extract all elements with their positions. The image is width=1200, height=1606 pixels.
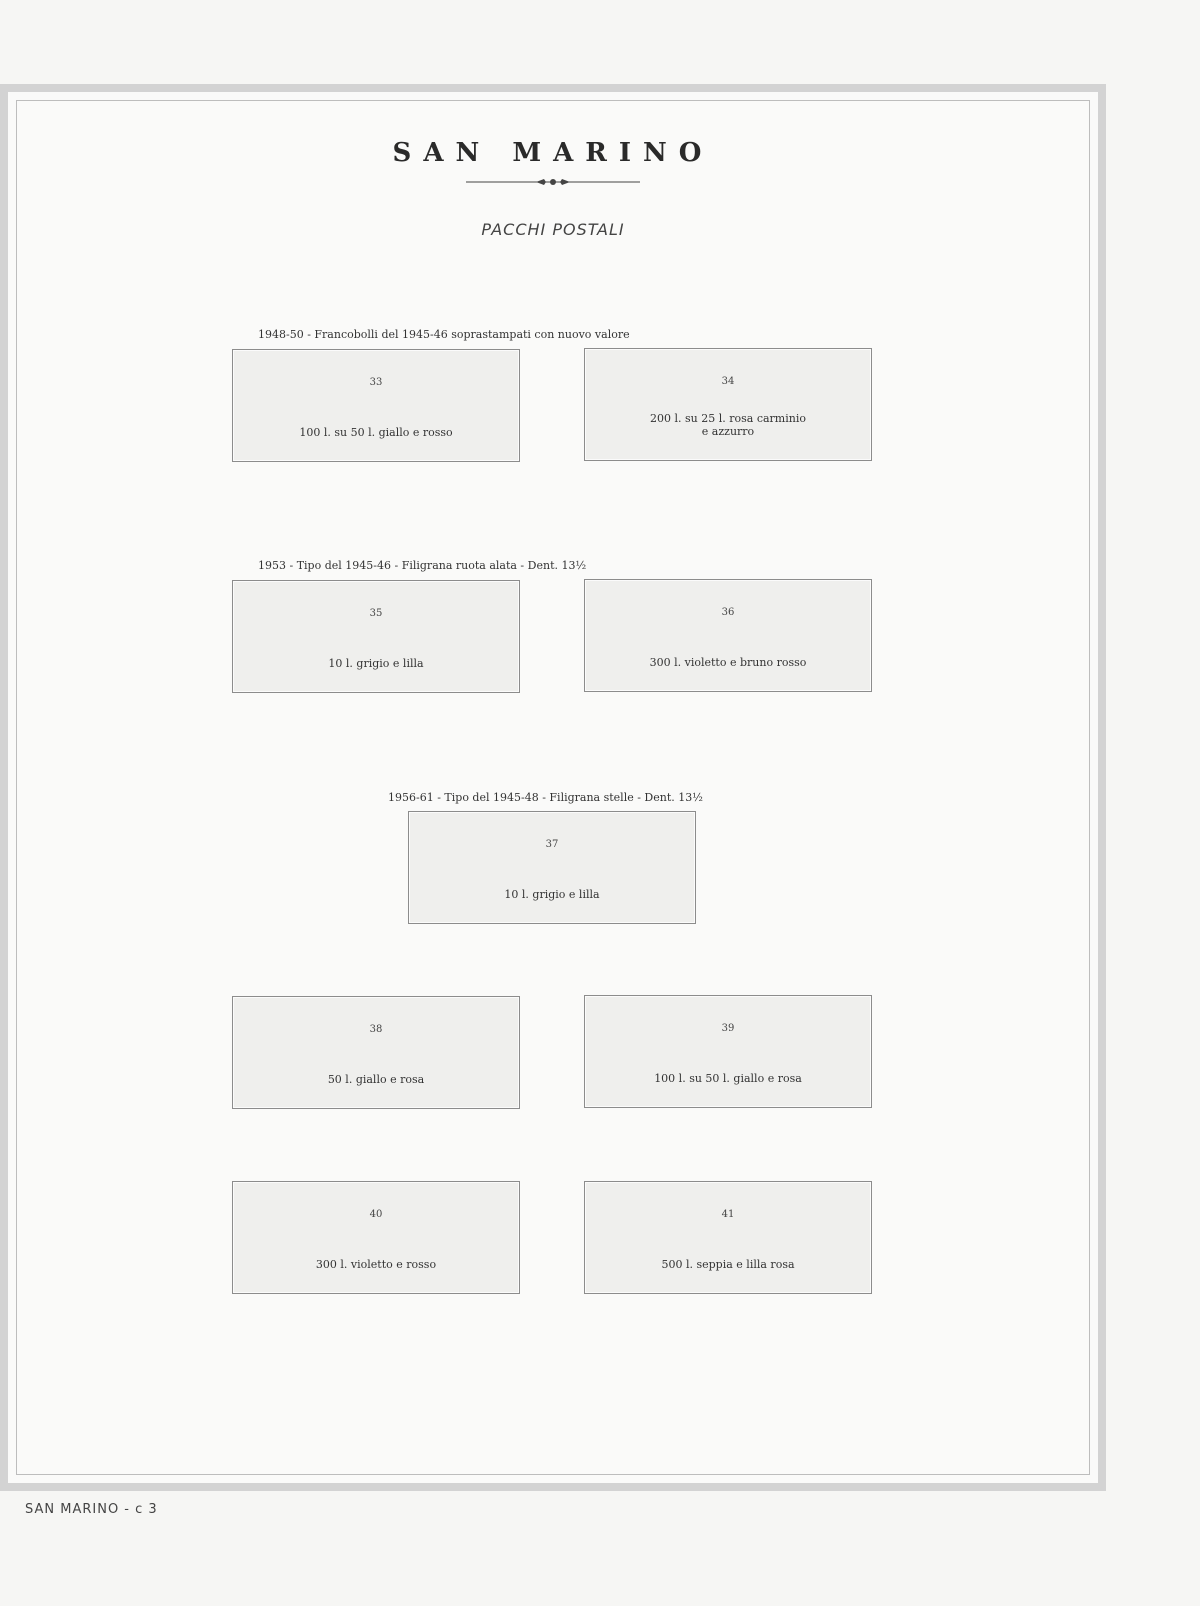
stamp-mount: [232, 580, 520, 693]
stamp-description: 300 l. violetto e bruno rosso: [649, 656, 807, 669]
stamp-number: 35: [369, 608, 383, 619]
stamp-description: 100 l. su 50 l. giallo e rosa: [654, 1072, 802, 1085]
stamp-number: 36: [721, 607, 735, 618]
stamp-mount: [232, 1181, 520, 1294]
stamp-description: 10 l. grigio e lilla: [504, 888, 600, 901]
stamp-number: 40: [369, 1209, 383, 1220]
stamp-number: 39: [721, 1023, 735, 1034]
stamp-number: 33: [369, 377, 383, 388]
stamp-mount: [408, 811, 696, 924]
page-footer: SAN MARINO - c 3: [25, 1502, 158, 1517]
stamp-mount: [584, 1181, 872, 1294]
stamp-mount: [584, 579, 872, 692]
section-caption: 1948-50 - Francobolli del 1945-46 soprastampati con nuovo valore: [258, 328, 630, 341]
stamp-description-line2: e azzurro: [701, 425, 755, 438]
stamp-number: 34: [721, 376, 735, 387]
stamp-mount: [584, 348, 872, 461]
section-caption: 1956-61 - Tipo del 1945-48 - Filigrana stelle - Dent. 13½: [388, 791, 703, 804]
stamp-description: 200 l. su 25 l. rosa carminio: [650, 412, 806, 425]
stamp-number: 41: [721, 1209, 735, 1220]
stamp-description: 10 l. grigio e lilla: [328, 657, 424, 670]
stamp-description: 100 l. su 50 l. giallo e rosso: [299, 426, 453, 439]
section-caption: 1953 - Tipo del 1945-46 - Filigrana ruota alata - Dent. 13½: [258, 559, 587, 572]
stamp-number: 37: [545, 839, 559, 850]
title-ornament: [466, 176, 640, 188]
stamp-number: 38: [369, 1024, 383, 1035]
stamp-mount: [232, 996, 520, 1109]
page-subtitle: PACCHI POSTALI: [481, 220, 625, 239]
page-inner-border: [16, 100, 1090, 1475]
page-border-frame: [0, 84, 1106, 1491]
stamp-description: 50 l. giallo e rosa: [327, 1073, 425, 1086]
stamp-mount: [584, 995, 872, 1108]
stamp-mount: [232, 349, 520, 462]
stamp-description: 300 l. violetto e rosso: [315, 1258, 437, 1271]
page-title: SAN MARINO: [392, 138, 714, 168]
stamp-description: 500 l. seppia e lilla rosa: [661, 1258, 795, 1271]
